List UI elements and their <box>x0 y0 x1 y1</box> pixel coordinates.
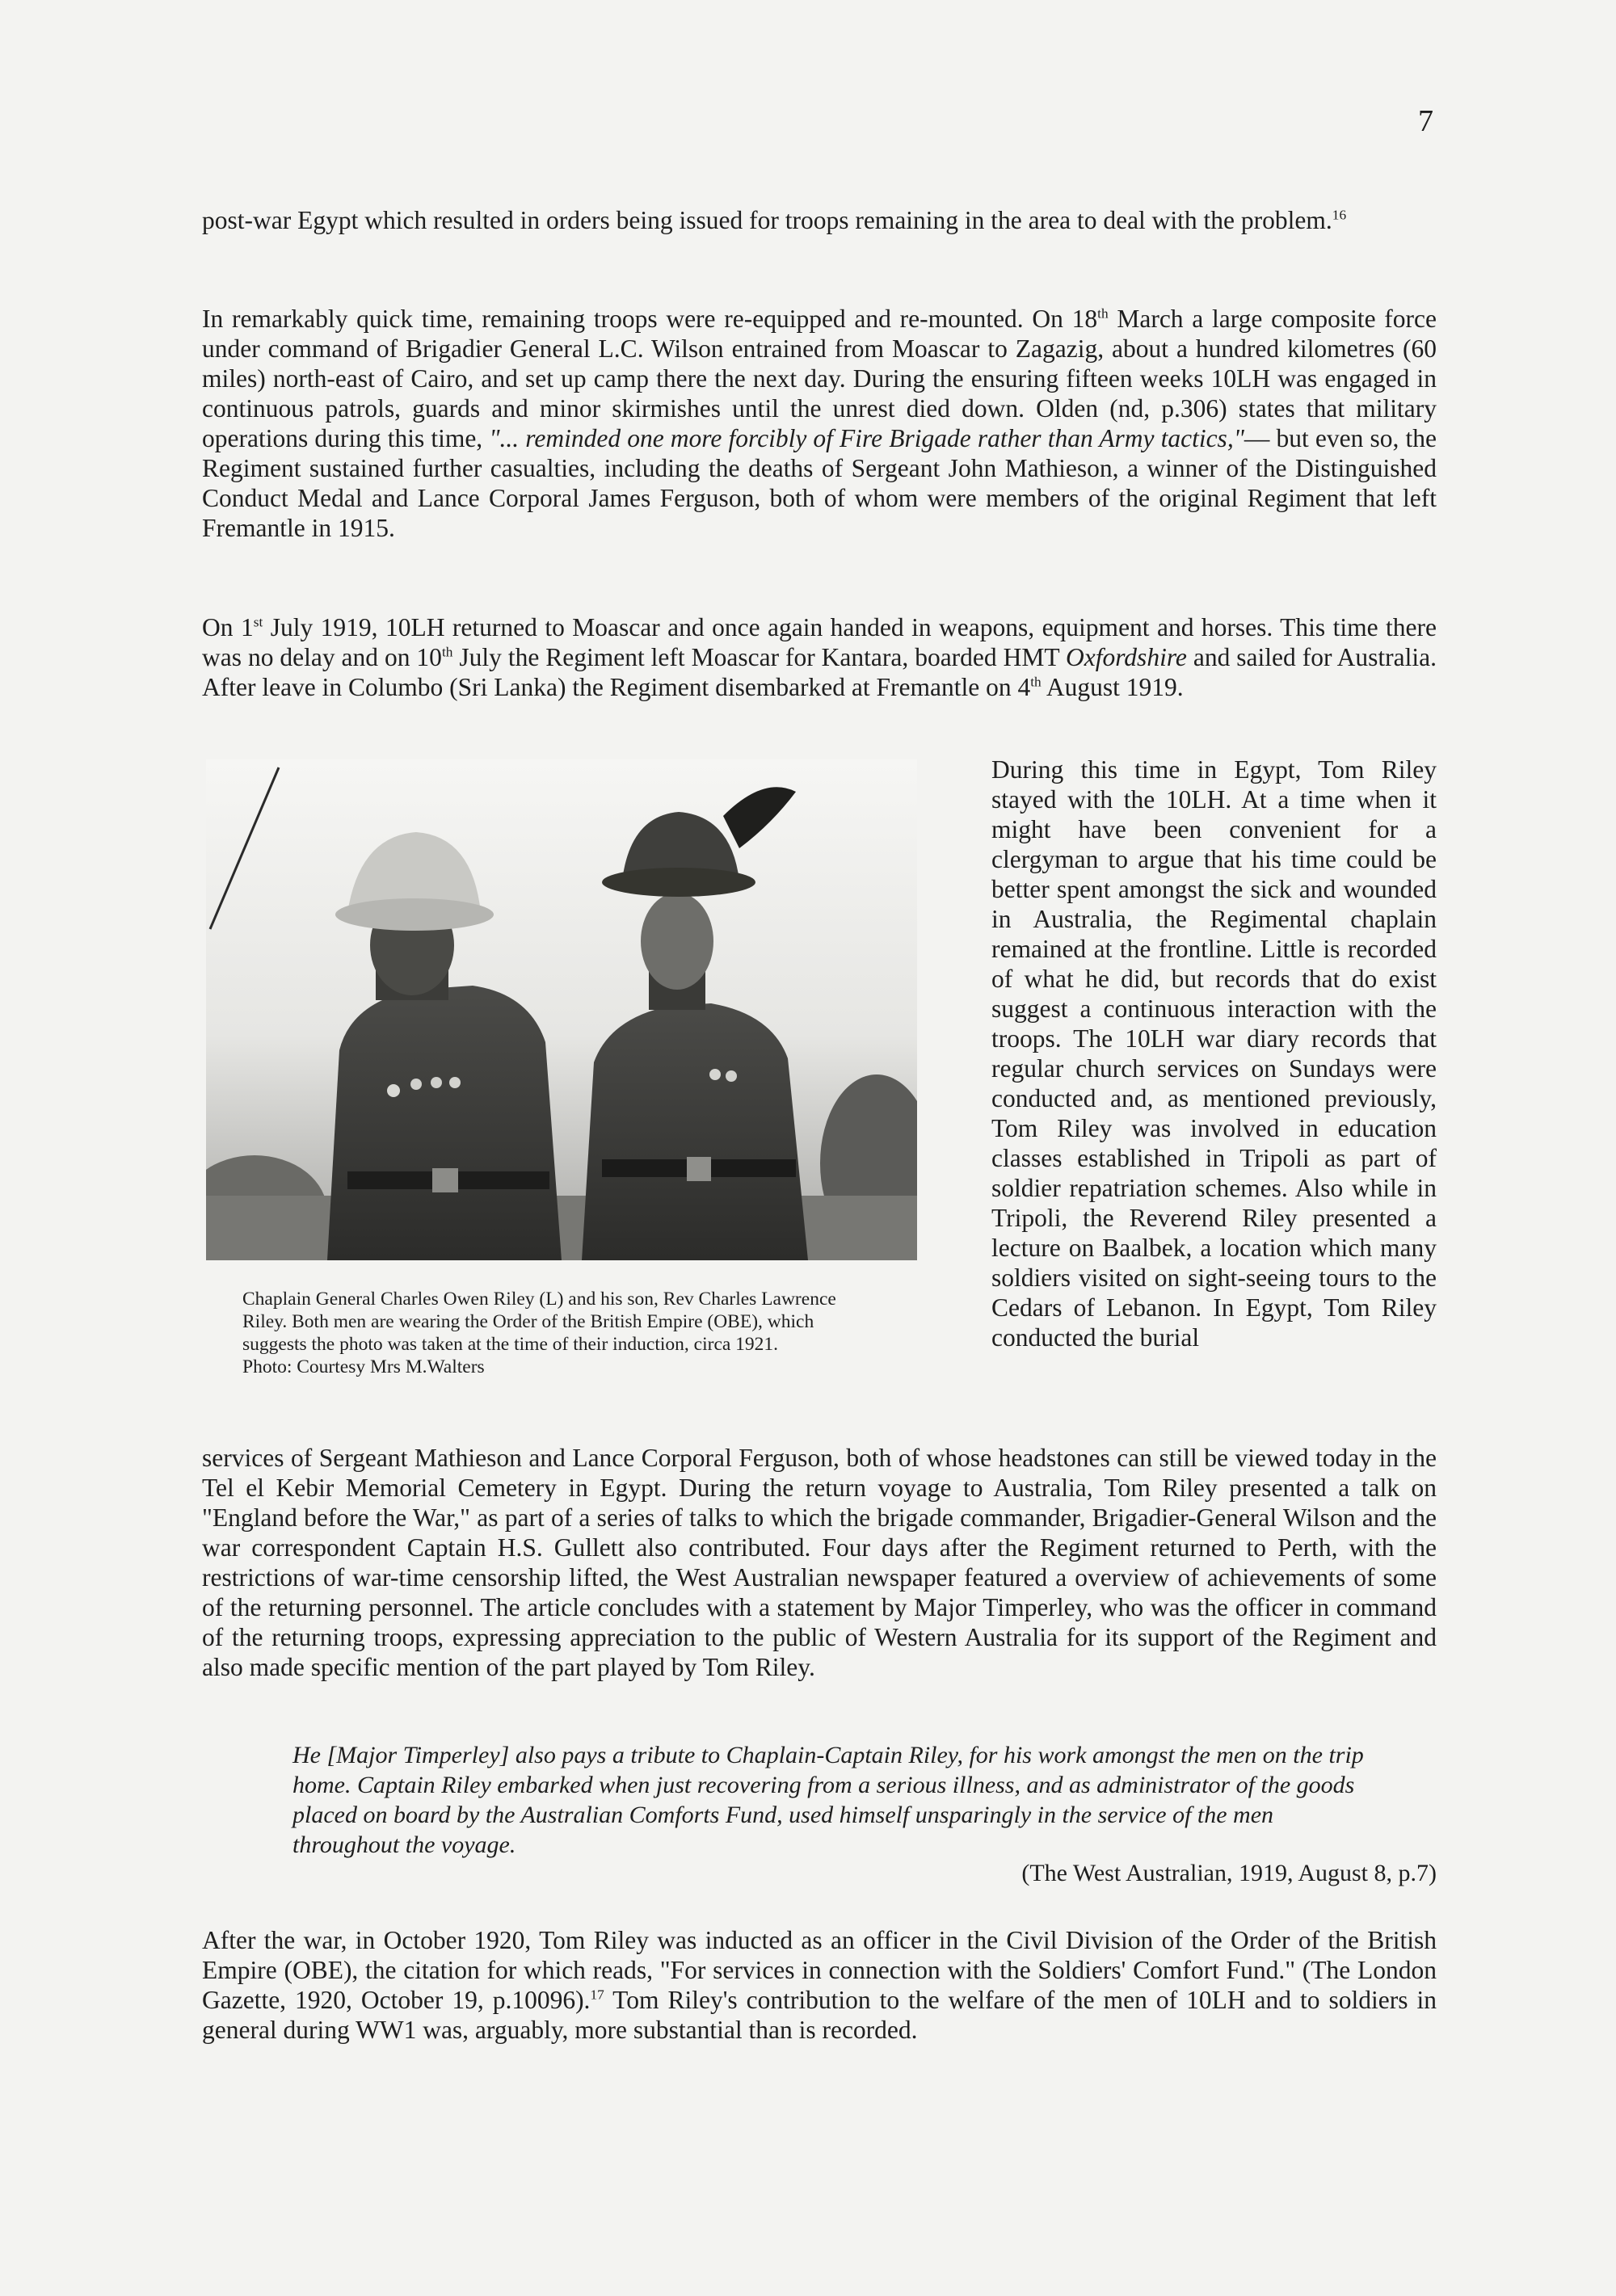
footnote-ref: 17 <box>590 1987 604 2003</box>
text-run: July 1919, 10LH returned to Moascar and once again handed in weapons, equipment and horses. This time there was no delay and on 10 <box>202 613 1437 671</box>
paragraph-intro <box>202 205 1437 235</box>
paragraph-intro-text: post-war Egypt which resulted in orders being issued for troops remaining in the area to deal with the problem. <box>202 206 1332 234</box>
text-run: and sailed for Australia. After leave in Columbo (Sri Lanka) the Regiment disembarked at Fremantle on 4 <box>202 643 1437 701</box>
paragraph-voyage: services of Sergeant Mathieson and Lance Corporal Ferguson, both of whose headstones can still be viewed today in the Tel el Kebir Memorial Cemetery in Egypt. During the return voyage to Australia, Tom Riley presented a talk on "England before the War," as part of a series of talks to which the brigade commander, Brigadier-General Wilson and the war correspondent Captain H.S. Gullett also contributed. Four days after the Regiment returned to Perth, with the restrictions of war-time censorship lifted, the West Australian newspaper featured a overview of achievements of some of the returning personnel. The article concludes with a statement by Major Timperley, who was the officer in command of the returning troops, expressing appreciation to the public of Western Australia for its support of the Regiment and also made specific mention of the part played by Tom Riley. <box>202 1444 1437 1681</box>
ordinal-suffix: st <box>253 614 263 630</box>
text-run: July the Regiment left Moascar for Kantara, boarded HMT <box>452 643 1066 671</box>
photo-credit: Photo: Courtesy Mrs M.Walters <box>242 1356 485 1377</box>
ship-name: Oxfordshire <box>1065 643 1187 671</box>
paragraph-zagazig <box>202 304 1437 543</box>
inline-quote: "... reminded one more forcibly of Fire Brigade rather than Army tactics," <box>489 424 1244 452</box>
quote-citation: (The West Australian, 1919, August 8, p.7) <box>1021 1860 1437 1886</box>
text-run: After the war, in October 1920, Tom Riley was inducted as an officer in the Civil Division of the Order of the British Empire (OBE), the citation for which reads, "For services in connection with the Soldiers' Comfort Fund." (The London Gazette, 1920, October 19, p.10096). <box>202 1926 1437 2014</box>
footnote-ref: 16 <box>1332 207 1347 223</box>
text-run: On 1 <box>202 613 254 641</box>
block-quote: He [Major Timperley] also pays a tribute to Chaplain-Captain Riley, for his work amongst the men on the trip home. Captain Riley embarked when just recovering from a serious illness, and as administrator of the goods placed on board by the Australian Comforts Fund, used himself unsparingly in the service of the men throughout the voyage. <box>292 1742 1364 1858</box>
ordinal-suffix: th <box>1097 305 1109 322</box>
paragraph-obe <box>202 1925 1437 2045</box>
text-run: August 1919. <box>1041 673 1184 701</box>
text-run: Tom Riley's contribution to the welfare of the men of 10LH and to soldiers in general during WW1 was, arguably, more substantial than is recorded. <box>202 1986 1437 2044</box>
ordinal-suffix: th <box>441 644 453 660</box>
ordinal-suffix: th <box>1030 674 1042 690</box>
text-run: March a large composite force under command of Brigadier General L.C. Wilson entrained from Moascar to Zagazig, about a hundred kilometres (60 miles) north-east of Cairo, and set up camp there the next day. During the ensuring fifteen weeks 10LH was engaged in continuous patrols, guards and minor skirmishes until the unrest died down. Olden (nd, p.306) states that military operations during this time, <box>202 305 1437 452</box>
caption-text: Chaplain General Charles Owen Riley (L) and his son, Rev Charles Lawrence Riley. Both men are wearing the Order of the British Empire (OBE), which suggests the photo was taken at the time of their induction, circa 1921. <box>242 1289 836 1355</box>
historical-photo <box>206 759 917 1260</box>
text-run: In remarkably quick time, remaining troops were re-equipped and re-mounted. On 18 <box>202 305 1098 333</box>
paragraph-side-column: During this time in Egypt, Tom Riley stayed with the 10LH. At a time when it might have been convenient for a clergyman to argue that his time could be better spent amongst the sick and wounded in Australia, the Regimental chaplain remained at the frontline. Little is recorded of what he did, but records that do exist suggest a continuous interaction with the troops. The 10LH war diary records that regular church services on Sundays were conducted and, as mentioned previously, Tom Riley was involved in education classes established in Tripoli as part of soldier repatriation schemes. Also while in Tripoli, the Reverend Riley presented a lecture on Baalbek, a location which many soldiers visited on sight-seeing tours to the Cedars of Lebanon. In Egypt, Tom Riley conducted the burial <box>991 755 1437 1352</box>
photo-caption <box>242 1288 881 1378</box>
page-number: 7 <box>1418 104 1433 138</box>
photo-two-officers <box>206 759 917 1260</box>
text-run: — but even so, the Regiment sustained further casualties, including the deaths of Sergeant John Mathieson, a winner of the Distinguished Conduct Medal and Lance Corporal James Ferguson, both of whom were members of the original Regiment that left Fremantle in 1915. <box>202 424 1437 542</box>
paragraph-return <box>202 612 1437 702</box>
